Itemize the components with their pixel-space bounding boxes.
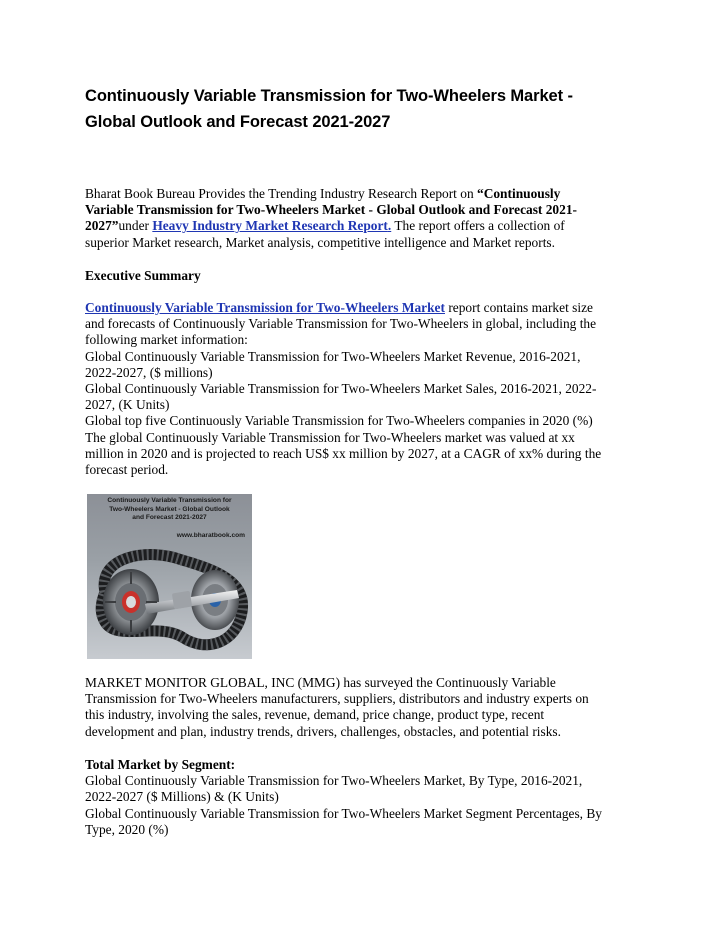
summary-line-10: million in 2020 and is projected to reach US$ xx million by 2027, at a CAGR of xx% during the — [85, 445, 602, 461]
title-line-1: Continuously Variable Transmission for Two-Wheelers Market - — [85, 87, 573, 105]
intro-line-3 — [85, 218, 637, 234]
summary-line-11: forecast period. — [85, 462, 169, 478]
segment-line-3: Global Continuously Variable Transmission for Two-Wheelers Market Segment Percentages, By — [85, 805, 603, 821]
report-cover-image — [87, 494, 252, 659]
summary-line-1-rest: report contains market size — [444, 300, 593, 315]
intro-text: Bharat Book Bureau Provides the Trending Industry Research Report on — [85, 186, 477, 201]
mmg-paragraph — [85, 675, 637, 740]
page-title — [85, 83, 637, 135]
summary-line-1 — [85, 300, 637, 316]
cover-title — [91, 497, 248, 523]
intro-report-year: 2027” — [85, 218, 119, 234]
intro-line-1 — [85, 186, 637, 202]
mmg-line-1: MARKET MONITOR GLOBAL, INC (MMG) has surveyed the Continuously Variable — [85, 675, 556, 690]
segment-line-2: 2022-2027 ($ Millions) & (K Units) — [85, 789, 279, 805]
cover-title-line-1: Continuously Variable Transmission for — [107, 497, 232, 504]
mmg-line-4: development and plan, industry trends, drivers, challenges, obstacles, and potential risks. — [85, 723, 561, 739]
summary-line-7: 2027, (K Units) — [85, 397, 170, 413]
summary-line-6: Global Continuously Variable Transmission for Two-Wheelers Market Sales, 2016-2021, 2022- — [85, 381, 597, 397]
executive-summary-heading: Executive Summary — [85, 268, 201, 283]
intro-line-4: superior Market research, Market analysis, competitive intelligence and Market reports. — [85, 234, 555, 250]
cvt-market-link[interactable]: Continuously Variable Transmission for Two-Wheelers Market — [85, 300, 445, 315]
summary-line-8: Global top five Continuously Variable Transmission for Two-Wheelers companies in 2020 (%) — [85, 413, 593, 429]
cover-title-line-2: Two-Wheelers Market - Global Outlook — [109, 505, 230, 513]
mmg-line-3: this industry, involving the sales, revenue, demand, price change, product type, recent — [85, 707, 545, 723]
segment-line-1: Global Continuously Variable Transmission for Two-Wheelers Market, By Type, 2016-2021, — [85, 773, 583, 789]
intro-report-name: “Continuously — [477, 186, 561, 201]
intro-rest: The report offers a collection of — [391, 218, 565, 234]
cover-url: www.bharatbook.com — [176, 532, 245, 539]
intro-paragraph — [85, 186, 637, 251]
segment-line-4: Type, 2020 (%) — [85, 821, 169, 837]
summary-line-2: and forecasts of Continuously Variable Transmission for Two-Wheelers in global, including the — [85, 316, 597, 332]
segment-paragraph — [85, 757, 637, 838]
heavy-industry-link[interactable]: Heavy Industry Market Research Report — [152, 218, 388, 234]
cover-title-line-3: and Forecast 2021-2027 — [132, 514, 207, 522]
mmg-line-2: Transmission for Two-Wheelers manufacturers, suppliers, distributors and industry experts on — [85, 691, 589, 707]
intro-under: under — [118, 218, 153, 234]
summary-paragraph — [85, 300, 637, 478]
summary-line-3: following market information: — [85, 332, 248, 348]
segment-heading: Total Market by Segment: — [85, 757, 236, 772]
title-line-2: Global Outlook and Forecast 2021-2027 — [85, 113, 391, 131]
intro-line-2: Variable Transmission for Two-Wheelers Market - Global Outlook and Forecast 2021- — [85, 202, 577, 218]
summary-line-5: 2022-2027, ($ millions) — [85, 364, 213, 380]
summary-line-4: Global Continuously Variable Transmission for Two-Wheelers Market Revenue, 2016-2021, — [85, 348, 581, 364]
summary-line-9: The global Continuously Variable Transmission for Two-Wheelers market was valued at xx — [85, 429, 575, 445]
heavy-industry-link-dot[interactable]: . — [387, 218, 392, 234]
cvt-belt-illustration — [87, 542, 252, 659]
